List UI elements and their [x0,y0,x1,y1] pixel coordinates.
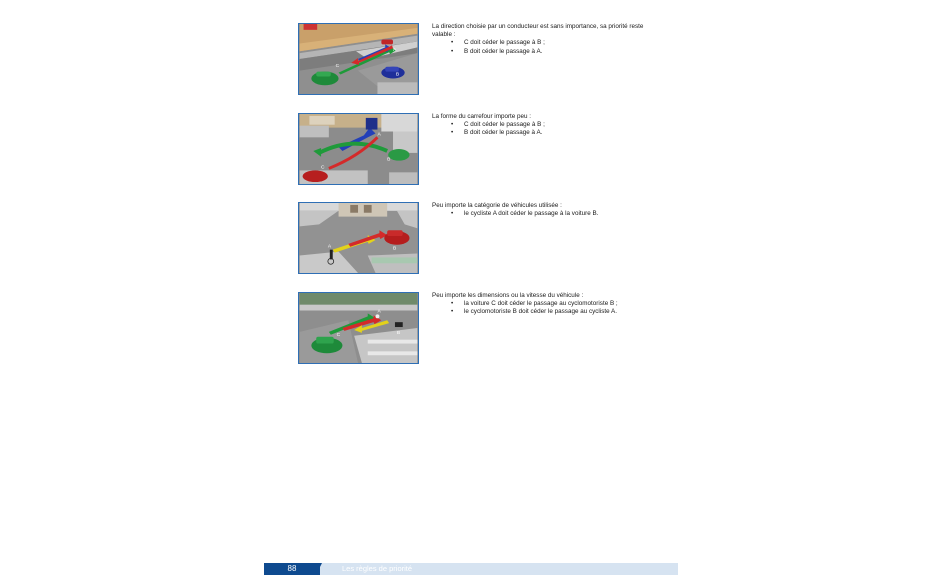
bullet: • [451,300,454,308]
rule-text-1 [432,23,662,56]
intersection-scene-1 [299,24,418,94]
rule-list-4 [432,300,662,316]
footer-wedge [316,563,322,575]
intersection-scene-2 [299,114,418,184]
bullet: • [451,210,454,218]
rule-list-3 [432,210,662,218]
intersection-illustration-4 [298,292,419,364]
figure-label-b: B [393,246,397,252]
figure-label-c: C [336,332,341,338]
bullet: • [451,39,454,47]
list-item: • C doit céder le passage à B ; [451,39,545,47]
bullet: • [451,121,454,129]
bullet: • [451,129,454,137]
rule-text-2 [432,113,662,138]
bullet: • [451,308,454,316]
figure-label-a: A [377,309,381,315]
intersection-illustration-2 [298,113,419,185]
rule-intro-2: La forme du carrefour importe peu : [432,113,532,120]
rule-intro-3: Peu importe la catégorie de véhicules utilisée : [432,202,562,209]
intersection-illustration-1 [298,23,419,95]
figure-label-a: A [393,48,397,54]
figure-label-c: C [335,63,340,69]
figure-label-a: A [327,244,332,250]
figure-label-b: B [395,72,400,78]
list-item: • C doit céder le passage à B ; [451,121,545,129]
intersection-scene-4 [299,293,418,363]
list-item: • B doit céder le passage à A. [451,129,543,137]
list-item: • la voiture C doit céder le passage au cyclomotoriste B ; [451,300,618,308]
list-item: • le cyclomotoriste B doit céder le passage au cycliste A. [451,308,617,316]
rule-intro-4: Peu importe les dimensions ou la vitesse du véhicule : [432,292,584,299]
rule-list-2 [432,121,662,137]
rule-text-4 [432,292,662,317]
figure-label-c: C [321,165,325,171]
rule-list-1 [432,39,662,55]
figure-label-b: B [396,330,401,336]
rule-intro-1: La direction choisie par un conducteur est sans importance, sa priorité reste valable : [432,23,644,39]
rule-text-3 [432,202,662,218]
figure-label-a: A [377,132,381,138]
page-number: 88 [264,563,320,575]
list-item: • le cycliste A doit céder le passage à la voiture B. [451,210,599,218]
intersection-scene-3 [299,203,418,273]
figure-label-b: B [387,157,391,163]
chapter-title: Les règles de priorité [342,564,413,573]
intersection-illustration-3 [298,202,419,274]
list-item: • B doit céder le passage à A. [451,47,543,55]
bullet: • [451,47,454,55]
page-footer [264,563,678,575]
